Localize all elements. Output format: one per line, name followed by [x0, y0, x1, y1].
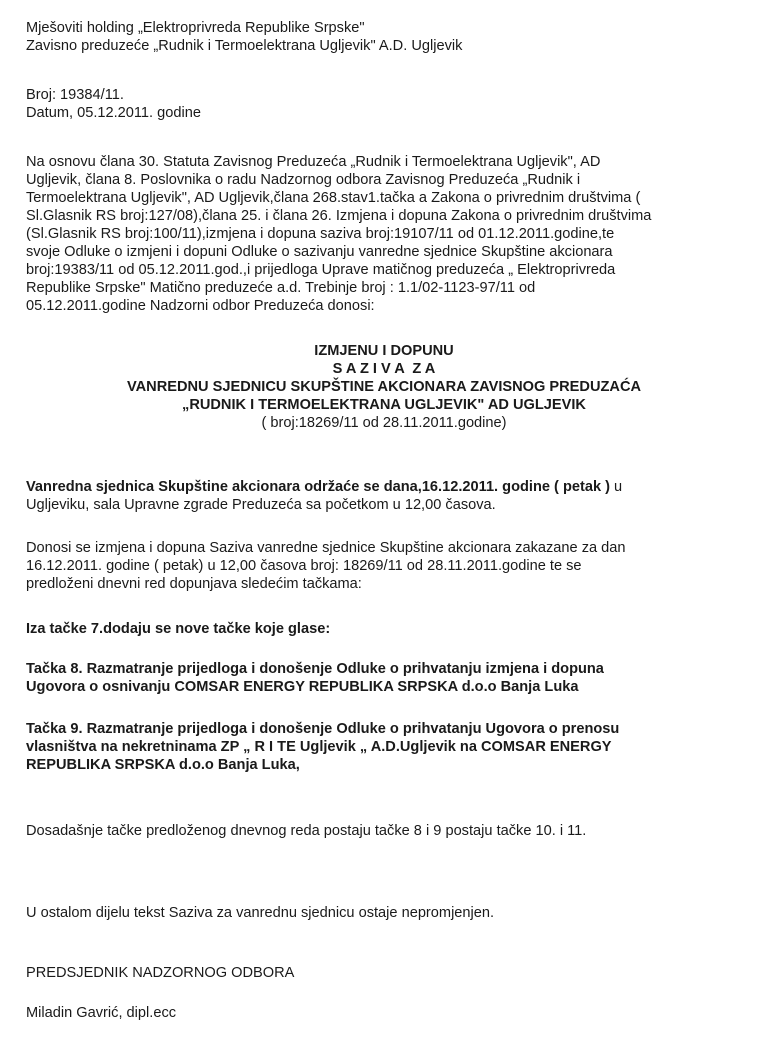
remainder-text: U ostalom dijelu tekst Saziva za vanrednu sjednicu ostaje nepromjenjen.: [26, 905, 495, 921]
title-reference: ( broj:18269/11 od 28.11.2011.godine): [261, 415, 507, 431]
preamble-line: Na osnovu člana 30. Statuta Zavisnog Preduzeća „Rudnik i Termoelektrana Ugljevik", AD: [26, 154, 601, 170]
reference-number: Broj: 19384/11.: [26, 87, 124, 103]
signature-role: PREDSJEDNIK NADZORNOG ODBORA: [26, 965, 295, 981]
new-items-intro-text: Iza tačke 7.dodaju se nove tačke koje glase:: [26, 621, 331, 637]
document-title: [26, 342, 742, 432]
preamble-line: broj:19383/11 od 05.12.2011.god.,i prijedloga Uprave matičnog preduzeća „ Elektroprivreda: [26, 262, 616, 278]
amendment-line: predloženi dnevni red dopunjava sledećim tačkama:: [26, 576, 362, 592]
meeting-date-suffix: u: [610, 479, 623, 495]
agenda-item-line: Ugovora o osnivanju COMSAR ENERGY REPUBLIKA SRPSKA d.o.o Banja Luka: [26, 679, 579, 695]
amendment-line: Donosi se izmjena i dopuna Saziva vanredne sjednice Skupštine akcionara zakazane za dan: [26, 540, 626, 556]
agenda-item-8: [26, 660, 742, 696]
reference-date: Datum, 05.12.2011. godine: [26, 105, 201, 121]
remainder-note: [26, 904, 742, 922]
preamble-line: svoje Odluke o izmjeni i dopuni Odluke o sazivanju vanredne sjednice Skupštine akcionara: [26, 244, 613, 260]
amendment-paragraph: [26, 539, 742, 593]
preamble-line: 05.12.2011.godine Nadzorni odbor Preduzeća donosi:: [26, 298, 375, 314]
preamble-line: Ugljevik, člana 8. Poslovnika o radu Nadzornog odbora Zavisnog Preduzeća „Rudnik i: [26, 172, 581, 188]
agenda-item-line: Tačka 9. Razmatranje prijedloga i donošenje Odluke o prihvatanju Ugovora o prenosu: [26, 721, 620, 737]
renumbering-text: Dosadašnje tačke predloženog dnevnog reda postaju tačke 8 i 9 postaju tačke 10. i 11.: [26, 823, 587, 839]
agenda-item-line: REPUBLIKA SRPSKA d.o.o Banja Luka,: [26, 757, 300, 773]
agenda-item-line: vlasništva na nekretninama ZP „ R I TE Ugljevik „ A.D.Ugljevik na COMSAR ENERGY: [26, 739, 612, 755]
preamble: [26, 153, 742, 315]
renumbering-note: [26, 822, 742, 840]
title-line: VANREDNU SJEDNICU SKUPŠTINE AKCIONARA ZAVISNOG PREDUZAĆA: [126, 379, 642, 395]
preamble-line: Termoelektrana Ugljevik", AD Ugljevik,člana 268.stav1.tačka a Zakona o privrednim društvima (: [26, 190, 641, 206]
letterhead-company: Zavisno preduzeće „Rudnik i Termoelektrana Ugljevik" A.D. Ugljevik: [26, 38, 463, 54]
new-items-intro: [26, 620, 742, 638]
signature-name: Miladin Gavrić, dipl.ecc: [26, 1005, 177, 1021]
title-line: „RUDNIK I TERMOELEKTRANA UGLJEVIK" AD UGLJEVIK: [182, 397, 586, 413]
agenda-item-9: [26, 720, 742, 774]
amendment-line: 16.12.2011. godine ( petak) u 12,00 časova broj: 18269/11 od 28.11.2011.godine te se: [26, 558, 582, 574]
preamble-line: Sl.Glasnik RS broj:127/08),člana 25. i člana 26. Izmjena i dopuna Zakona o privrednim društvima: [26, 208, 652, 224]
meeting-location: Ugljeviku, sala Upravne zgrade Preduzeća sa početkom u 12,00 časova.: [26, 497, 496, 513]
meeting-date-text: Vanredna sjednica Skupštine akcionara održaće se dana,16.12.2011. godine ( petak ): [26, 479, 610, 495]
title-line: IZMJENU I DOPUNU: [314, 343, 454, 359]
meeting-announcement: [26, 478, 742, 514]
agenda-item-line: Tačka 8. Razmatranje prijedloga i donošenje Odluke o prihvatanju izmjena i dopuna: [26, 661, 604, 677]
letterhead-holding: Mješoviti holding „Elektroprivreda Republike Srpske": [26, 20, 365, 36]
signature-block: [26, 964, 742, 1022]
reference-block: [26, 86, 742, 122]
preamble-line: (Sl.Glasnik RS broj:100/11),izmjena i dopuna saziva broj:19107/11 od 01.12.2011.godine,te: [26, 226, 615, 242]
letterhead: [26, 19, 742, 55]
preamble-line: Republike Srpske" Matično preduzeće a.d. Trebinje broj : 1.1/02-1123-97/11 od: [26, 280, 536, 296]
title-line: S A Z I V A Z A: [332, 361, 436, 377]
